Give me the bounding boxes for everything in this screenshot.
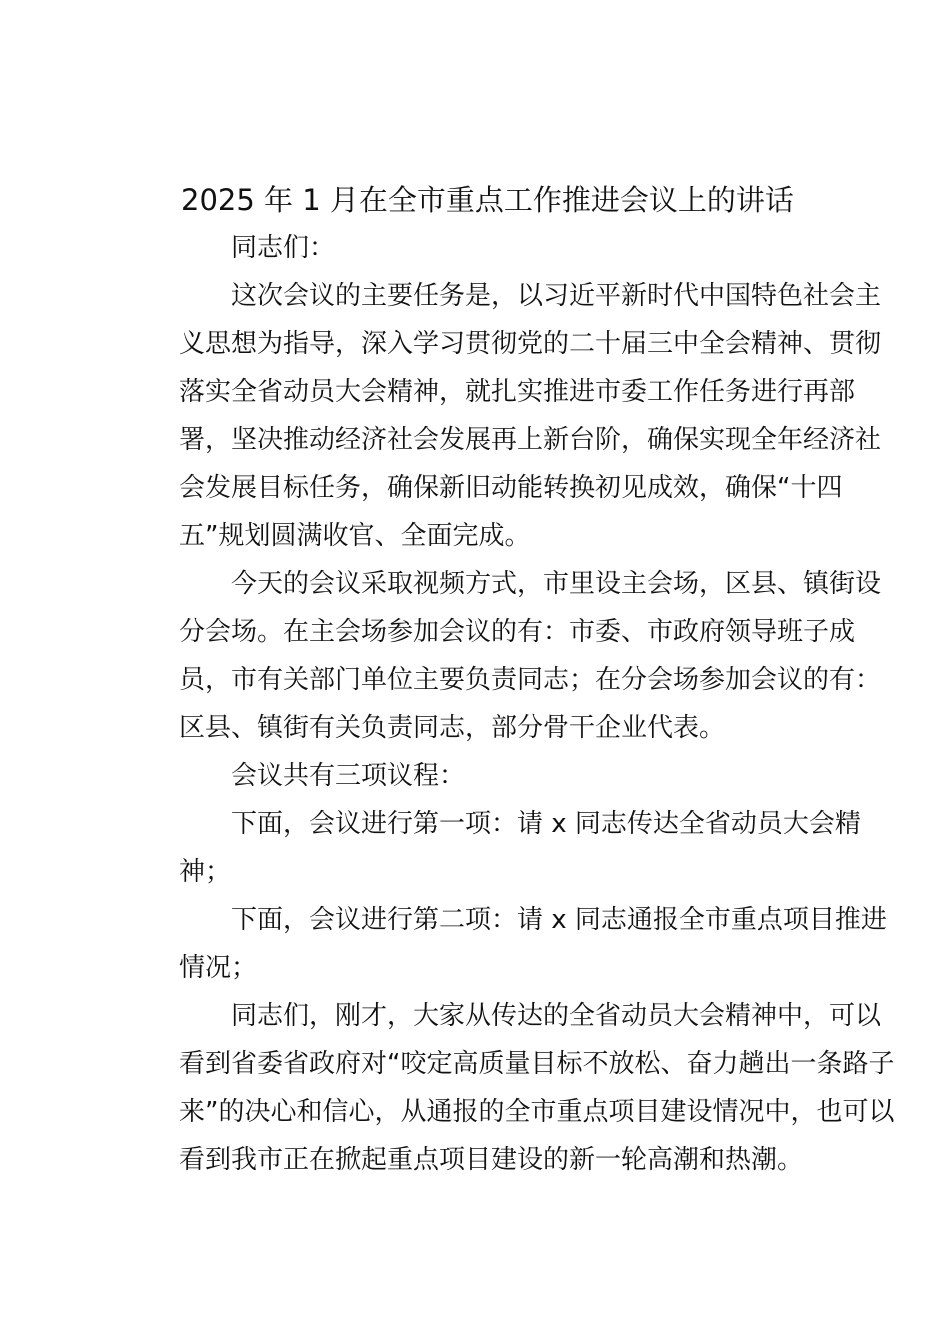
text-line: 下面，会议进行第二项：请 x 同志通报全市重点项目推进	[231, 905, 887, 935]
text-line: 会发展目标任务，确保新旧动能转换初见成效，确保“十四	[179, 473, 843, 503]
text-line: 情况；	[179, 953, 258, 983]
text-line: 看到我市正在掀起重点项目建设的新一轮高潮和热潮。	[179, 1145, 804, 1175]
text-line: 署，坚决推动经济社会发展再上新台阶，确保实现全年经济社	[179, 425, 882, 455]
text-line: 员，市有关部门单位主要负责同志；在分会场参加会议的有：	[179, 665, 882, 695]
text-line: 会议共有三项议程：	[231, 761, 466, 791]
paragraph-salutation	[127, 224, 827, 272]
text-line: 下面，会议进行第一项：请 x 同志传达全省动员大会精	[231, 809, 861, 839]
text-line: 义思想为指导，深入学习贯彻党的二十届三中全会精神、贯彻	[179, 329, 882, 359]
text-line: 五”规划圆满收官、全面完成。	[179, 521, 531, 551]
text-line: 看到省委省政府对“咬定高质量目标不放松、奋力趟出一条路子	[179, 1049, 895, 1079]
paragraph-agenda-item-2	[127, 896, 887, 992]
paragraph-meeting-format	[127, 560, 882, 752]
paragraph-summary	[127, 992, 895, 1184]
paragraph-agenda-intro	[127, 752, 827, 800]
document-title: 2025 年 1 月在全市重点工作推进会议上的讲话	[181, 183, 794, 217]
text-line: 神；	[179, 857, 232, 887]
document-body	[127, 224, 895, 1184]
text-line: 同志们，刚才，大家从传达的全省动员大会精神中，可以	[231, 1001, 882, 1031]
text-line: 落实全省动员大会精神，就扎实推进市委工作任务进行再部	[179, 377, 856, 407]
text-line: 今天的会议采取视频方式，市里设主会场，区县、镇街设	[231, 569, 882, 599]
paragraph-agenda-item-1	[127, 800, 861, 896]
text-line: 区县、镇街有关负责同志，部分骨干企业代表。	[179, 713, 726, 743]
text-line: 来”的决心和信心，从通报的全市重点项目建设情况中，也可以	[179, 1097, 895, 1127]
text-line: 同志们：	[231, 233, 336, 263]
text-line: 分会场。在主会场参加会议的有：市委、市政府领导班子成	[179, 617, 856, 647]
text-line: 这次会议的主要任务是，以习近平新时代中国特色社会主	[231, 281, 882, 311]
paragraph-main-tasks	[127, 272, 882, 560]
